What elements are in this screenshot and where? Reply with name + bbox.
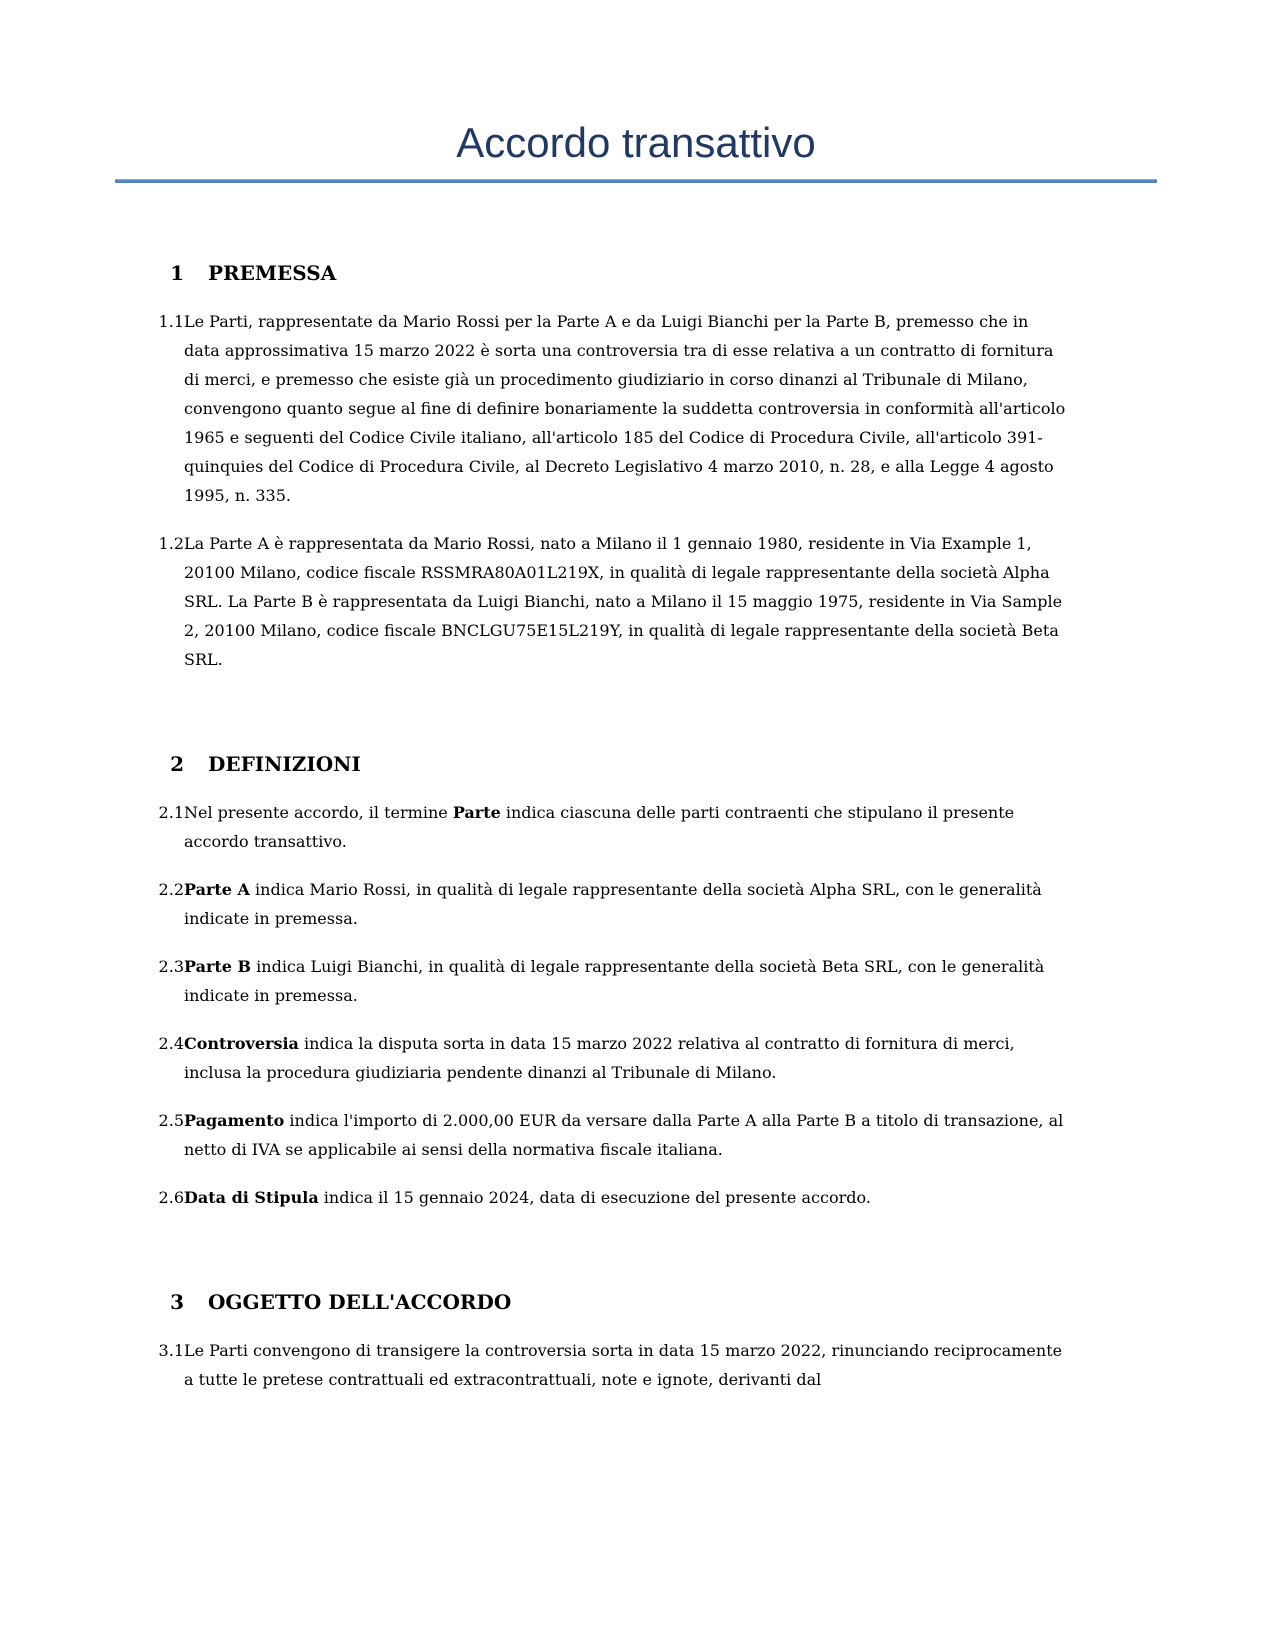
clause-number: 1.2 xyxy=(158,534,184,553)
clause-text xyxy=(184,1029,1066,1087)
section-heading-definizioni xyxy=(116,750,1275,779)
clause-text xyxy=(184,307,1066,510)
clause-number: 2.5 xyxy=(158,1111,184,1130)
defined-term: Pagamento xyxy=(184,1111,285,1130)
clause-text-post: indica Luigi Bianchi, in qualità di legale rappresentante della società Beta SRL, con le generalità indicate in premessa. xyxy=(184,957,1045,1005)
document-body xyxy=(116,183,1275,1413)
clause-text-post: indica la disputa sorta in data 15 marzo 2022 relativa al contratto di fornitura di merci, inclusa la procedura giudiziaria pendente dinanzi al Tribunale di Milano. xyxy=(184,1034,1015,1082)
clause-text-post: indica Mario Rossi, in qualità di legale rappresentante della società Alpha SRL, con le generalità indicate in premessa. xyxy=(184,880,1042,928)
clause-number: 3.1 xyxy=(158,1341,184,1360)
clause-text-post: indica il 15 gennaio 2024, data di esecuzione del presente accordo. xyxy=(318,1188,871,1207)
clause-text xyxy=(184,1106,1066,1164)
clause-text xyxy=(184,1336,1066,1394)
clause-text-post: indica l'importo di 2.000,00 EUR da versare dalla Parte A alla Parte B a titolo di transazione, al netto di IVA se applicabile ai sensi della normativa fiscale italiana. xyxy=(184,1111,1064,1159)
section-number: 2 xyxy=(170,752,184,776)
document-title: Accordo transattivo xyxy=(456,119,816,166)
section-title: OGGETTO DELL'ACCORDO xyxy=(208,1290,512,1314)
clause-text xyxy=(184,1183,1066,1212)
clause-2-5 xyxy=(116,1106,1275,1164)
defined-term: Data di Stipula xyxy=(184,1188,319,1207)
section-number: 1 xyxy=(170,261,184,285)
clause-number: 2.3 xyxy=(158,957,184,976)
clause-text-pre: La Parte A è rappresentata da Mario Rossi, nato a Milano il 1 gennaio 1980, residente in Via Example 1, 20100 Milano, codice fiscale RSSMRA80A01L219X, in qualità di legale rappresentante della società Alpha SRL. La Parte B è rappresentata da Luigi Bianchi, nato a Milano il 15 maggio 1975, residente in Via Sample 2, 20100 Milano, codice fiscale BNCLGU75E15L219Y, in qualità di legale rappresentante della società Beta SRL. xyxy=(184,534,1063,669)
clause-text-pre: Le Parti, rappresentate da Mario Rossi per la Parte A e da Luigi Bianchi per la Parte B, premesso che in data approssimativa 15 marzo 2022 è sorta una controversia tra di esse relativa a un contratto di fornitura di merci, e premesso che esiste già un procedimento giudiziario in corso dinanzi al Tribunale di Milano, convengono quanto segue al fine di definire bonariamente la suddetta controversia in conformità all'articolo 1965 e seguenti del Codice Civile italiano, all'articolo 185 del Codice di Procedura Civile, all'articolo 391-quinquies del Codice di Procedura Civile, al Decreto Legislativo 4 marzo 2010, n. 28, e alla Legge 4 agosto 1995, n. 335. xyxy=(184,312,1066,505)
section-number: 3 xyxy=(170,1290,184,1314)
defined-term: Parte A xyxy=(184,880,250,899)
clause-2-6 xyxy=(116,1183,1275,1212)
section-heading-oggetto xyxy=(116,1288,1275,1317)
clause-number: 2.4 xyxy=(158,1034,184,1053)
clause-text xyxy=(184,875,1066,933)
section-heading-premessa xyxy=(116,259,1275,288)
clause-text-pre: Le Parti convengono di transigere la controversia sorta in data 15 marzo 2022, rinunciando reciprocamente a tutte le pretese contrattuali ed extracontrattuali, note e ignote, derivanti dal xyxy=(184,1341,1063,1389)
clause-text xyxy=(184,529,1066,674)
clause-text-pre: Nel presente accordo, il termine xyxy=(184,803,453,822)
defined-term: Controversia xyxy=(184,1034,299,1053)
clause-2-2 xyxy=(116,875,1275,933)
clause-number: 2.6 xyxy=(158,1188,184,1207)
clause-2-1 xyxy=(116,798,1275,856)
clause-number: 1.1 xyxy=(158,312,184,331)
clause-2-3 xyxy=(116,952,1275,1010)
clause-1-1 xyxy=(116,307,1275,510)
clause-number: 2.1 xyxy=(158,803,184,822)
clause-1-2 xyxy=(116,529,1275,674)
clause-text xyxy=(184,952,1066,1010)
clause-text xyxy=(184,798,1066,856)
clause-3-1 xyxy=(116,1336,1275,1394)
defined-term: Parte xyxy=(452,803,501,822)
defined-term: Parte B xyxy=(184,957,252,976)
section-title: DEFINIZIONI xyxy=(208,752,361,776)
clause-number: 2.2 xyxy=(158,880,184,899)
section-title: PREMESSA xyxy=(208,261,337,285)
clause-2-4 xyxy=(116,1029,1275,1087)
clause-text-post: indica ciascuna delle parti contraenti che stipulano il presente accordo transattivo. xyxy=(184,803,1015,851)
